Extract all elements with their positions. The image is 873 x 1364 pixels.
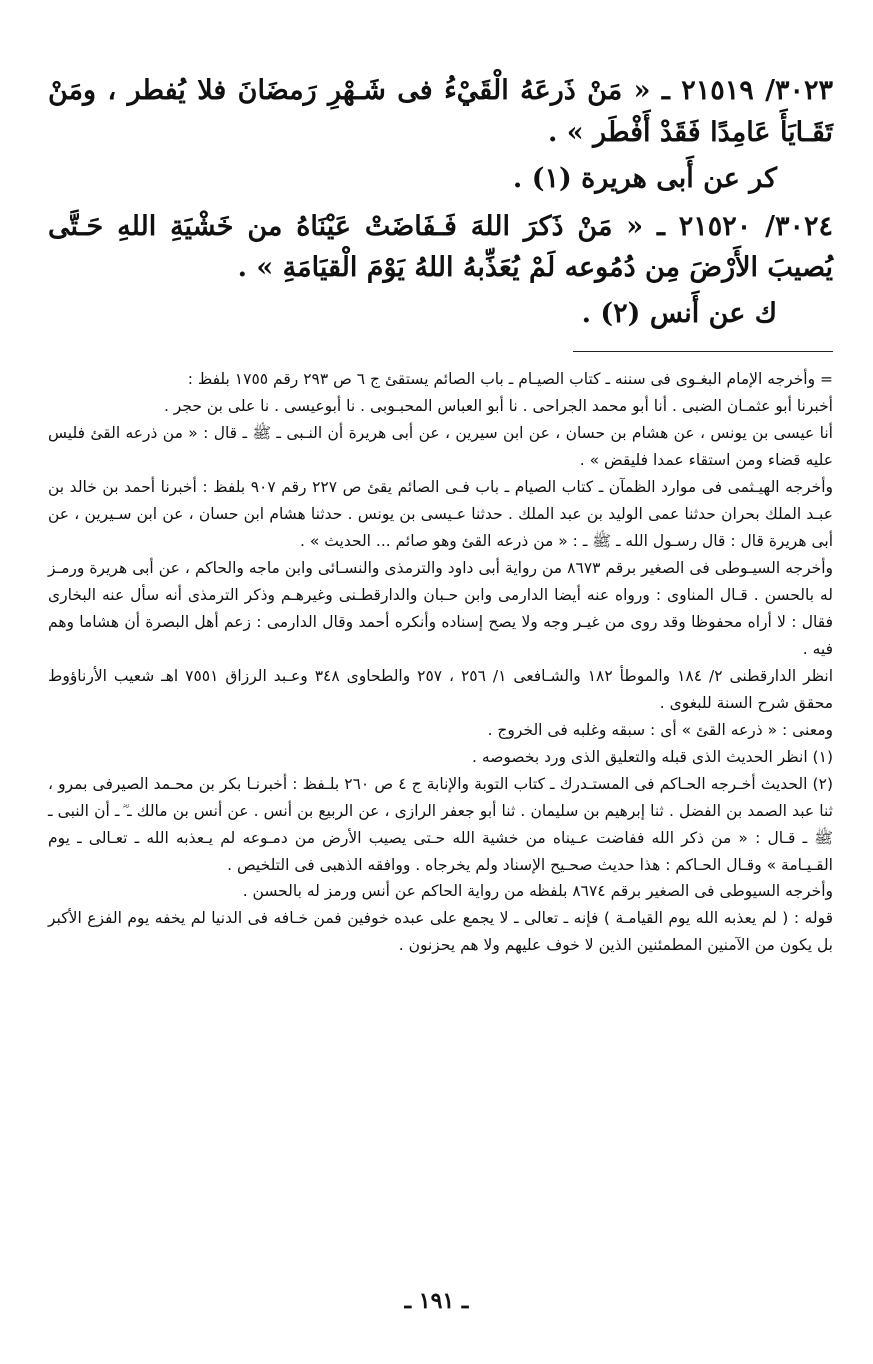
footnote-suyuti-2: وأخرجه السيوطى فى الصغير برقم ٨٦٧٤ بلفظه من رواية الحاكم عن أنس ورمز له بالحسن . [242,882,833,901]
footnote-suyuti-1: وأخرجه السيـوطى فى الصغير برقم ٨٦٧٣ من رواية أبى داود والترمذى والنسـائى وابن ماجه والحاكم ، عن أبى هريرة ورمـز له بالحسن . قـال المناوى : ورواه عنه أيضا الدارمى وابن حـبان والدارقطـنى وغيرهـم وذكر الترمذى أنه سأل عنه البخارى فقال : لا أراه محفوظا وقد روى من غيـر وجه ولا يصح إسناده وأنكره أحمد وقال الدارمى : زعم أهل البصرة أن هشاما وهم فيه . [48,558,834,658]
footnote-2: (٢) الحديث أخـرجه الحـاكم فى المستـدرك ـ كتاب التوبة والإنابة ج ٤ ص ٢٦٠ بلـفظ : أخبرنـا بكر بن محـمد الصيرفى بمرو ، ثنا عبد الصمد بن الفضل . ثنا إبرهيم بن سليمان . ثنا أبو جعفر الرازى ، عن الربيع بن أنس . عن أنس بن مالك ـ ؓ ـ أن النبى ـ ﷺ ـ قـال : « من ذكر الله ففاضت عـيناه من خشية الله حـتى يصيب الأرض من دمـوعه لم يـعذبه الله ـ تعـالى ـ يوم القـيـامة » وقـال الحـاكم : هذا حديث صحـيح الإسناد ولم يخرجاه . ووافقه الذهبى فى التلخيص . [48,774,833,874]
hadith-3024-source: ك عن أَنس (٢) . [581,298,777,330]
hadith-3023-source: كر عن أَبى هريرة (١) . [512,162,777,194]
hadith-3023: ٣٠٢٣/ ٢١٥١٩ ـ « مَنْ ذَرعَهُ الْقَيْءُ فى شَـهْرِ رَمضَانَ فلا يُفطر ، ومَنْ تَقَـايَأَ عَامِدًا فَقَدْ أَفْطَر » . [48,75,833,148]
footnote-continuation-line2: أخبرنا أبو عثمـان الضبى . أنا أبو محمد الجراحى . نا أبو العباس المحبـوبى . نا أبوعيسى . نا على بن حجر . [163,397,833,416]
footnote-1: (١) انظر الحديث الذى قبله والتعليق الذى ورد بخصوصه . [472,747,833,766]
main-text [48,70,833,335]
footnote-continuation-line1: = وأخرجه الإمام البغـوى فى سننه ـ كتاب الصيـام ـ باب الصائم يستقئ ج ٦ ص ٢٩٣ رقم ١٧٥٥ بلفظ : [187,370,833,389]
footnote-commentary: قوله : ( لم يعذبه الله يوم القيامـة ) فإنه ـ تعالى ـ لا يجمع على عبده خوفين فمن خـافه فى الدنيا لم يخفه يوم الفزع الأكبر بل يكون من الآمنين المطمئنين الذين لا خوف عليهم ولا هم يحزنون . [48,909,833,955]
footnote-separator [573,351,833,352]
footnote-references: انظر الدارقطنى ٢/ ١٨٤ والموطأ ١٨٢ والشـافعى ١/ ٢٥٦ ، ٢٥٧ والطحاوى ٣٤٨ وعـبد الرزاق ٧٥٥١ اهـ شعيب الأرناؤوط محقق شرح السنة للبغوى . [48,666,833,712]
hadith-3024: ٣٠٢٤/ ٢١٥٢٠ ـ « مَنْ ذَكرَ اللهَ فَـفَاضَتْ عَيْنَاهُ من خَشْيَةِ اللهِ حَـتَّى يُصيبَ الأَرْضَ مِن دُمُوعه لَمْ يُعَذِّبهُ اللهُ يَوْمَ الْقيَامَةِ » . [48,210,833,284]
footnote-haythami: وأخرجه الهيـثمى فى موارد الظمآن ـ كتاب الصيام ـ باب فـى الصائم يقئ ص ٢٢٧ رقم ٩٠٧ بلفظ : أخبرنا أحمد بن خالد بن عبـد الملك بحران حدثنا عمى الوليد بن عبد الملك . حدثنا عـيسى بن يونس . حدثنا هشام ابن حسان ، عن ابن سـيرين ، عن أبى هريرة قال : قال رسـول الله ـ ﷺ ـ : « من ذرعه القئ وهو صائم ... الحديث » . [48,477,833,550]
footnotes [48,366,833,959]
footnote-meaning: ومعنى : « ذرعه القئ » أى : سبقه وغلبه فى الخروج . [487,720,833,739]
page-number: ـ ١٩١ ـ [404,1288,469,1314]
footnote-continuation-line3: أنا عيسى بن يونس ، عن هشام بن حسان ، عن ابن سيرين ، عن أبى هريرة أن النـبى ـ ﷺ ـ قال : « من ذرعه القئ فليس عليه قضاء ومن استقاء عمدا فليقض » . [48,424,833,469]
